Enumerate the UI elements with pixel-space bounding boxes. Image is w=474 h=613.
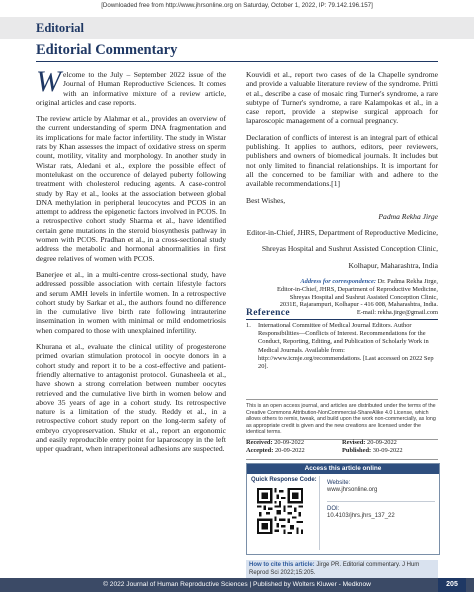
reference-text: International Committee of Medical Journal Editors. Author Responsibilities—Conflicts of Interest. Recommendations for the Conduct, Reporting, Editing, and Publication of Scholarly Work in Medical Journals. Available from: http://www.icmje.org/recommendations. [Last accessed on 2022 Sep 20]. (258, 322, 434, 371)
reference-number: 1. (246, 322, 251, 329)
received-date: 20-09-2022 (274, 439, 305, 446)
published-date: 30-09-2022 (372, 447, 403, 455)
article-title: Editorial Commentary (36, 42, 178, 58)
affiliation-line: Shreyas Hospital and Sushrut Assisted Conception Clinic, (261, 244, 438, 254)
left-column (36, 65, 226, 461)
section-label: Editorial (36, 21, 84, 35)
website-link[interactable]: www.jhrsonline.org (327, 487, 378, 494)
access-online-box (246, 463, 440, 555)
body-paragraph-6: Declaration of conflicts of interest is an integral part of ethical publishing. It applies to authors, editors, peer reviewers, publishers and owners of biomedical journals. It includes but not only limited to financial relationships. It is important for all the concerned to be familiar with and adhere to the available recommendations.[1] (246, 132, 438, 189)
body-paragraph-2: The review article by Alahmar et al., provides an overview of the current understanding of sperm DNA fragmentation and its implications for male factor infertility. The study in Wistar rats by Khan assesses the impact of oxidative stress on sperm count, motility, vitality and morphology. In another study in Wistar rats, Aledani et al., explore the possible effect of montelukast on the occurence of delayed puberty following treatment with cholesterol reducing agents. A case-control study by Ray et al., looks at the association between global DNA methylation in peripheral leucocytes and PCOS in an attempt to address the epigenetic factors involved in PCOS. In a retrospective cohort study Sharma et al., have identified certain gene mutations in the steroid biosynthesis pathway in women with PCOS. Pradhan et al., in a cross-sectional study address the metabolic and hormonal abnormalities in first degree relatives of women with PCOS. (36, 114, 226, 263)
reference-heading: Reference (246, 308, 291, 318)
download-notice: [Downloaded free from http://www.jhrsonline.org on Saturday, October 1, 2022, IP: 79.142.196.157] (101, 2, 373, 9)
footer-bar: © 2022 Journal of Human Reproductive Sciences | Published by Wolters Kluwer - Medknow (0, 578, 474, 592)
doi-label: DOI: (327, 505, 340, 512)
page-number: 205 (438, 578, 466, 592)
affiliation-line: Editor-in-Chief, JHRS, Department of Reproductive Medicine, (246, 228, 438, 238)
correspondence-label: Address for correspondence: (300, 278, 376, 286)
intro-paragraph: Welcome to the July – September 2022 issue of the Journal of Human Reproductive Sciences. It comes with an informative mixture of a review article, original articles and case reports. (36, 65, 226, 107)
correspondence-email[interactable]: E-mail: rekha.jirge@gmail.com (356, 309, 438, 317)
right-column (246, 70, 438, 317)
doi-link[interactable]: 10.4103/jhrs.jhrs_137_22 (327, 513, 395, 520)
how-to-cite-label: How to cite this article: (249, 562, 315, 568)
website-label: Website: (327, 480, 351, 486)
closing: Best Wishes, (246, 195, 286, 205)
how-to-cite (246, 560, 438, 579)
body-paragraph-4: Khurana et al., evaluate the clinical utility of progesterone primed ovarian stimulation protocol in oocyte donors in a cohort study and report it to be a cost-effective and patient-friendly alternative to antagonist protocol. Gunasheela et al., have shown a strong correlation between number oocytes retrieved and the cumulative live birth in women below and above 35 years of age in a cohort study. Its retrospective nature is a limitation of the study. Reddy et al., in a retrospective cohort study report on the long-term safety of embryo cryopreservation. Shukr et al., report an ergonomic and easily reproducible entry point for laparoscopy in the left upper quadrant, when intraperitoneal adhesions are suspected. (36, 342, 226, 454)
title-rule (36, 61, 438, 62)
affiliation-line: Kolhapur, Maharashtra, India (348, 260, 438, 270)
access-divider (319, 476, 320, 550)
revised-date: 20-09-2022 (367, 439, 397, 446)
body-paragraph-5: Kouvidi et al., report two cases of de la Chapelle syndrome and provide a valuable literature review of the syndrome. Pritti et al., describe a case of mosaic ring Turner's syndrome, a rare subtype of Turner's syndrome, a rare Kalampokas et al., in a case report, provide a stepwise surgical approach for laparoscopic management of a cornual pregnancy. (246, 70, 438, 126)
open-access-notice: This is an open access journal, and articles are distributed under the terms of the Creative Commons Attribution-NonCommercial-ShareAlike 4.0 License, which allows others to remix, tweak, and build upon the work non-commercially, as long as appropriate credit is given and the new creations are licensed under the identical terms. (246, 399, 438, 440)
correspondence-block: Address for correspondence: Dr. Padma Rekha Jirge, Editor-in-Chief, JHRS, Department of Reproductive Medicine, Shreyas Hospital and Sushrut Assisted Conception Clinic, 2031E, Rajarampuri, Kolhapur - 416 008, Maharashtra, India. E-mail: rekha.jirge@gmail.com (276, 278, 438, 317)
dropcap: W (36, 65, 61, 98)
citation-text: Jirge PR. Editorial commentary. J Hum Reprod Sci 2022;15:205. (249, 562, 420, 576)
body-paragraph-3: Banerjee et al., in a multi-centre cross-sectional study, have addressed possible association with certain lifestyle factors and serum AMH levels in infertile women. In a retrospective cohort study by Sarkar et al., the authors found no difference in the cumulative live birth rate following intrauterine insemination in women with minimal or mild endometriosis when compared to those with unexplained infertility. (36, 269, 226, 335)
qr-label: Quick Response Code: (251, 477, 317, 483)
accepted-date: 20-09-2022 (274, 447, 305, 455)
signature-name: Padma Rekha Jirge (378, 211, 438, 221)
access-header: Access this article online (247, 464, 439, 474)
reference-rule (246, 319, 438, 320)
reference-item (246, 322, 438, 371)
dates-block: Received: 20-09-2022 Revised: 20-09-2022 Accepted: 20-09-2022 Published: 30-09-2022 (246, 436, 438, 460)
qr-code-icon[interactable] (257, 488, 303, 534)
access-info (327, 480, 435, 521)
